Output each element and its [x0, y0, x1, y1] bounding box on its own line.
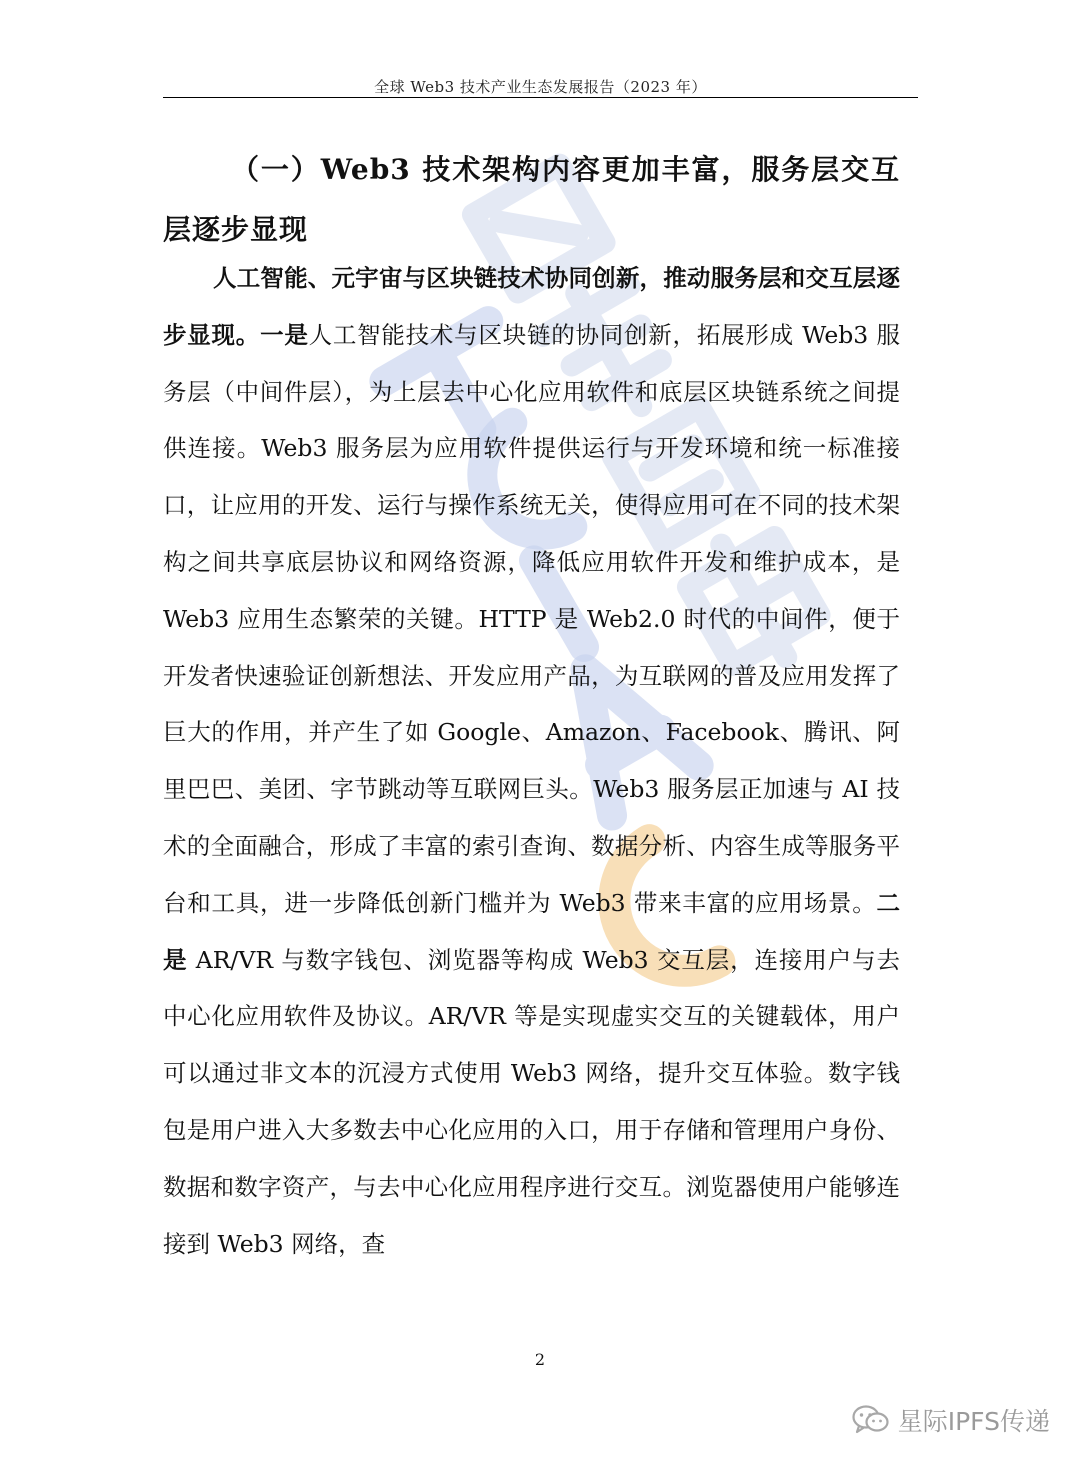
paragraph-part-two: AR/VR 与数字钱包、浏览器等构成 Web3 交互层，连接用户与去中心化应用软件及协议。AR/VR 等是实现虚实交互的关键载体，用户可以通过非文本的沉浸方式使用 Web3 网络，提升交互体验。数字钱包是用户进入大多数去中心化应用的入口，用于存储和管理用户身份、数据和数字资产，与去中心化应用程序进行交互。浏览器使用户能够连接到 Web3 网络，查 — [163, 945, 900, 1258]
lead-sentence: 人工智能、元宇宙与区块链技术协同创新，推动服务层和交互层逐步显现。 — [163, 264, 900, 349]
wechat-account-badge — [852, 1400, 1050, 1440]
marker-one: 一是 — [260, 320, 309, 349]
wechat-icon — [852, 1404, 890, 1436]
page-number: 2 — [534, 1350, 546, 1369]
marker-two: 二是 — [163, 888, 900, 974]
paragraph-part-one: 人工智能技术与区块链的协同创新，拓展形成 Web3 服务层（中间件层），为上层去中心化应用软件和底层区块链系统之间提供连接。Web3 服务层为应用软件提供运行与开发环境和统一标准接口，让应用的开发、运行与操作系统无关，使得应用可在不同的技术架构之间共享底层协议和网络资源，降低应用软件开发和维护成本，是 Web3 应用生态繁荣的关键。HTTP 是 Web2.0 时代的中间件，便于开发者快速验证创新想法、开发应用产品，为互联网的普及应用发挥了巨大的作用，并产生了如 Google、Amazon、Facebook、腾讯、阿里巴巴、美团、字节跳动等互联网巨头。Web3 服务层正加速与 AI 技术的全面融合，形成了丰富的索引查询、数据分析、内容生成等服务平台和工具，进一步降低创新门槛并为 Web3 带来丰富的应用场景。 — [163, 320, 900, 917]
running-header: 全球 Web3 技术产业生态发展报告（2023 年） — [374, 78, 707, 96]
body-paragraph — [163, 250, 900, 1272]
wechat-account-name: 星际IPFS传递 — [897, 1407, 1050, 1436]
header-rule — [163, 97, 918, 98]
section-title: （一）Web3 技术架构内容更加丰富，服务层交互层逐步显现 — [163, 153, 900, 246]
